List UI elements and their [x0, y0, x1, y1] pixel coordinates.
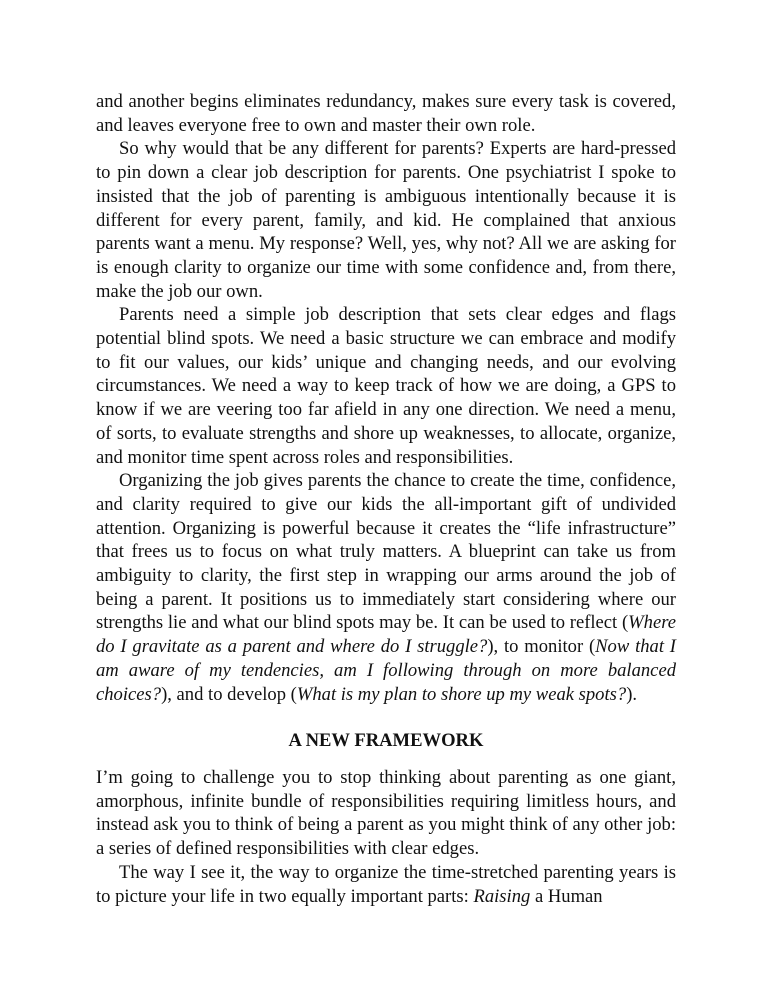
italic-question-reflect: Where do I gravitate as a parent and where do I struggle? [96, 612, 676, 658]
paragraph-challenge: I’m going to challenge you to stop thinking about parenting as one giant, amorphous, infinite bundle of responsibilities requiring limitless hours, and instead ask you to think of being a parent as you might think of any other job: a series of defined responsibilities with clear edges. [96, 766, 676, 860]
italic-question-monitor: Now that I am aware of my tendencies, am I following through on more balanced choices? [96, 636, 676, 705]
paragraph-job-description: So why would that be any different for parents? Experts are hard-pressed to pin down a clear job description for parents. One psychiatrist I spoke to insisted that the job of parenting is ambiguous intentionally because it is different for every parent, family, and kid. He complained that anxious parents want a menu. My response? Well, yes, why not? All we are asking for is enough clarity to organize our time with some confidence and, from there, make the job our own. [96, 138, 676, 302]
book-page [96, 90, 676, 908]
italic-raising: Raising [473, 885, 531, 907]
text-run: ). [626, 683, 638, 705]
text-run: The way I see it, the way to organize the time-stretched parenting years is to picture your life in two equally important parts: [96, 861, 676, 907]
paragraph-continuation: and another begins eliminates redundancy, makes sure every task is covered, and leaves everyone free to own and master their own role. [96, 91, 676, 136]
italic-question-develop: What is my plan to shore up my weak spots? [296, 683, 627, 705]
text-run: Organizing the job gives parents the chance to create the time, confidence, and clarity required to give our kids the all-important gift of undivided attention. Organizing is powerful because it creates the “life infrastructure” that frees us to focus on what truly matters. A blueprint can take us from ambiguity to clarity, the first step in wrapping our arms around the job of being a parent. It positions us to immediately start considering where our strengths lie and what our blind spots may be. It can be used to reflect ( [96, 470, 676, 634]
paragraph-simple-job-description: Parents need a simple job description that sets clear edges and flags potential blind spots. We need a basic structure we can embrace and modify to fit our values, our kids’ unique and changing needs, and our evolving circumstances. We need a way to keep track of how we are doing, a GPS to know if we are veering too far afield in any one direction. We need a menu, of sorts, to evaluate strengths and shore up weaknesses, to allocate, organize, and monitor time spent across roles and responsibilities. [96, 304, 676, 468]
section-heading: A NEW FRAMEWORK [288, 730, 484, 752]
text-run: a Human [530, 885, 603, 907]
paragraph-two-parts [96, 861, 676, 908]
text-run: ), to monitor ( [487, 636, 596, 658]
paragraph-organizing-the-job [96, 469, 676, 706]
text-run: ), and to develop ( [161, 683, 297, 705]
